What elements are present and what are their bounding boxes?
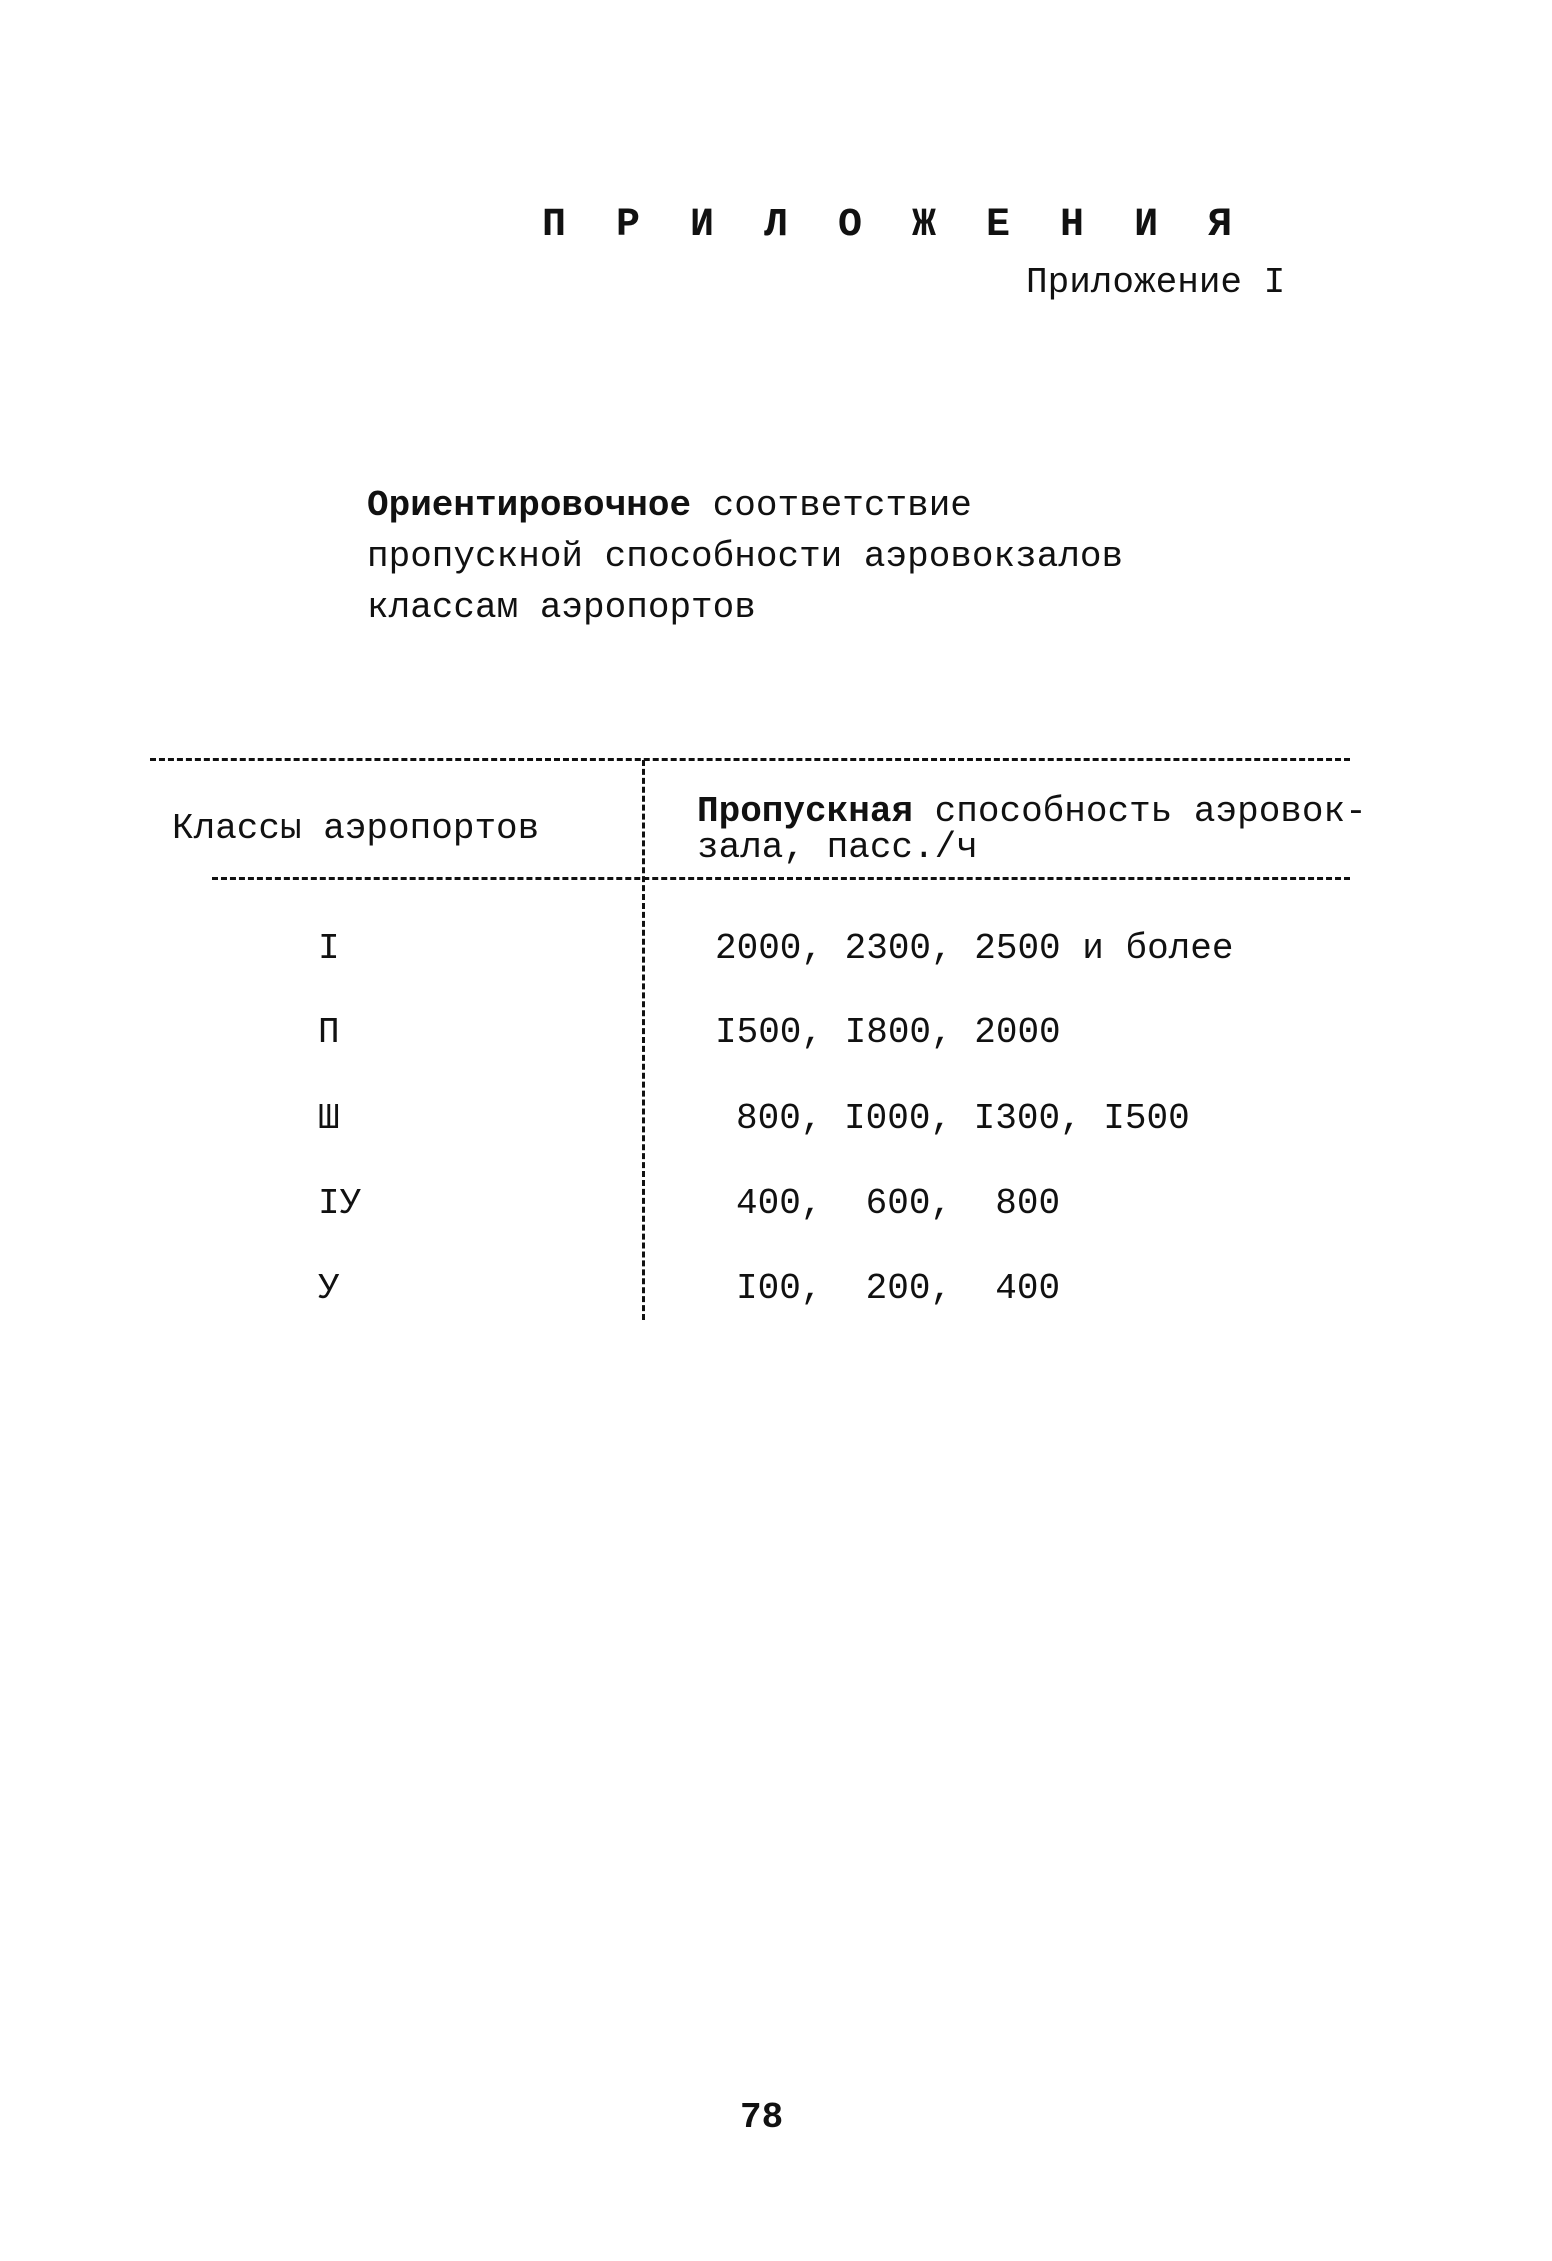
row-class-cell: П (318, 1012, 340, 1053)
row-class-cell: Ш (318, 1098, 340, 1139)
row-capacity-cell: I00, 200, 400 (736, 1268, 1061, 1309)
row-capacity-cell: 400, 600, 800 (736, 1183, 1061, 1224)
row-capacity-cell: 800, I000, I300, I500 (736, 1098, 1190, 1139)
column-header-capacity (697, 793, 1367, 831)
row-capacity-cell: I500, I800, 2000 (715, 1012, 1061, 1053)
appendix-label: Приложение I (1026, 262, 1286, 303)
row-class-cell: IУ (318, 1183, 362, 1224)
table-column-divider (642, 760, 645, 1320)
table-header-rule (212, 877, 1350, 880)
row-capacity-cell: 2000, 2300, 2500 и более (715, 928, 1234, 969)
section-title: П Р И Л О Ж Е Н И Я (542, 203, 1246, 248)
row-class-cell: У (318, 1268, 340, 1309)
column-header-capacity-bold: Пропускная (697, 791, 914, 832)
row-class-cell: I (318, 928, 340, 969)
table-caption (367, 480, 1187, 633)
table-top-rule (150, 758, 1350, 761)
column-header-capacity-rest: способность аэровок- (913, 791, 1367, 832)
column-header-capacity-line2: зала, пасс./ч (697, 827, 978, 868)
column-header-class: Классы аэропортов (172, 808, 540, 849)
caption-bold-word: Ориентировочное (367, 485, 692, 526)
caption-text: соответствие пропускной способности аэровокзалов классам аэропортов (367, 485, 1124, 628)
page-number: 78 (740, 2097, 784, 2138)
